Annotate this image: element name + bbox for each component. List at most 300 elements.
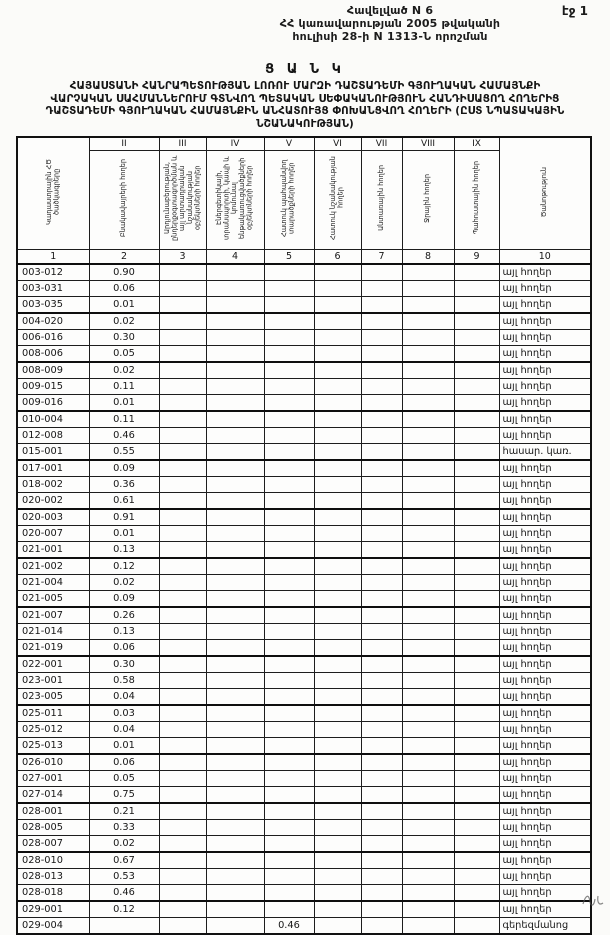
area-value-cell	[361, 754, 402, 771]
numeral-VI: VI	[314, 137, 361, 151]
area-value-cell	[361, 836, 402, 853]
area-value-cell	[206, 297, 264, 314]
area-value-cell: 0.26	[89, 607, 159, 624]
area-value-cell	[454, 281, 499, 297]
area-value-cell	[264, 624, 314, 640]
area-value-cell	[264, 509, 314, 526]
area-value-cell	[264, 738, 314, 755]
area-value-cell	[314, 493, 361, 510]
remark-cell: այլ հողեր	[499, 460, 591, 477]
remark-cell: այլ հողեր	[499, 542, 591, 559]
area-value-cell	[264, 673, 314, 689]
area-value-cell: 0.36	[89, 477, 159, 493]
remark-cell: այլ հողեր	[499, 640, 591, 657]
cadastral-code-cell: 015-001	[17, 444, 89, 461]
cadastral-code-cell: 025-011	[17, 705, 89, 722]
area-value-cell	[206, 362, 264, 379]
area-value-cell	[206, 689, 264, 706]
area-value-cell	[361, 885, 402, 902]
area-value-cell	[159, 820, 206, 836]
appendix-reference	[230, 4, 550, 43]
area-value-cell	[361, 722, 402, 738]
cadastral-code-cell: 025-013	[17, 738, 89, 755]
remark-cell: այլ հողեր	[499, 395, 591, 412]
area-value-cell: 0.05	[89, 771, 159, 787]
area-value-cell	[206, 656, 264, 673]
area-value-cell	[402, 526, 454, 542]
colnum-1: 1	[17, 250, 89, 265]
table-row	[17, 705, 591, 722]
area-value-cell	[314, 477, 361, 493]
cadastral-code-cell: 009-015	[17, 379, 89, 395]
area-value-cell	[454, 640, 499, 657]
area-value-cell	[314, 820, 361, 836]
cadastral-code-cell: 025-012	[17, 722, 89, 738]
area-value-cell: 0.46	[89, 885, 159, 902]
table-row	[17, 820, 591, 836]
area-value-cell	[206, 379, 264, 395]
remark-cell: այլ հողեր	[499, 656, 591, 673]
cadastral-code-cell: 020-007	[17, 526, 89, 542]
area-value-cell: 0.58	[89, 673, 159, 689]
area-value-cell	[361, 656, 402, 673]
area-value-cell	[206, 526, 264, 542]
title-line4: ՆՇԱՆԱԿՈՒԹՅԱՆ)	[256, 117, 354, 130]
area-value-cell: 0.02	[89, 836, 159, 853]
area-value-cell	[402, 901, 454, 918]
area-value-cell	[264, 313, 314, 330]
numeral-II: II	[89, 137, 159, 151]
area-value-cell	[454, 738, 499, 755]
area-value-cell	[264, 885, 314, 902]
cadastral-code-cell: 021-007	[17, 607, 89, 624]
area-value-cell	[206, 885, 264, 902]
area-value-cell	[206, 395, 264, 412]
area-value-cell	[314, 787, 361, 804]
area-value-cell	[361, 281, 402, 297]
area-value-cell: 0.06	[89, 281, 159, 297]
area-value-cell	[314, 313, 361, 330]
area-value-cell	[361, 705, 402, 722]
area-value-cell	[361, 460, 402, 477]
area-value-cell	[454, 509, 499, 526]
table-row	[17, 575, 591, 591]
area-value-cell	[206, 820, 264, 836]
area-value-cell	[454, 885, 499, 902]
area-value-cell	[159, 281, 206, 297]
area-value-cell	[402, 558, 454, 575]
colnum-9: 9	[454, 250, 499, 265]
area-value-cell: 0.13	[89, 542, 159, 559]
area-value-cell	[159, 901, 206, 918]
colnum-4: 4	[206, 250, 264, 265]
area-value-cell	[454, 771, 499, 787]
remark-cell: այլ հողեր	[499, 526, 591, 542]
colnum-10: 10	[499, 250, 591, 265]
area-value-cell	[206, 264, 264, 281]
title-line1: ՀԱՅԱՍՏԱՆԻ ՀԱՆՐԱՊԵՏՈՒԹՅԱՆ ԼՈՌՈՒ ՄԱՐԶԻ ԴԱՇՏԱԴԵՄԻ ԳՅՈՒՂԱԿԱՆ ՀԱՄԱՅՆՔԻ	[69, 80, 541, 92]
area-value-cell	[402, 656, 454, 673]
area-value-cell	[314, 591, 361, 608]
cadastral-code-cell: 028-013	[17, 869, 89, 885]
area-value-cell	[361, 313, 402, 330]
area-value-cell	[402, 379, 454, 395]
area-value-cell	[361, 738, 402, 755]
remark-cell: այլ հողեր	[499, 885, 591, 902]
area-value-cell	[454, 313, 499, 330]
colnum-7: 7	[361, 250, 402, 265]
area-value-cell	[361, 330, 402, 346]
area-value-cell	[159, 607, 206, 624]
area-value-cell	[402, 444, 454, 461]
table-row	[17, 738, 591, 755]
remark-cell: այլ հողեր	[499, 379, 591, 395]
area-value-cell	[264, 852, 314, 869]
area-value-cell	[159, 264, 206, 281]
area-value-cell	[206, 346, 264, 363]
area-value-cell	[314, 395, 361, 412]
table-row	[17, 297, 591, 314]
area-value-cell	[361, 395, 402, 412]
area-value-cell	[314, 624, 361, 640]
table-row	[17, 591, 591, 608]
area-value-cell	[361, 575, 402, 591]
area-value-cell	[454, 362, 499, 379]
area-value-cell	[402, 542, 454, 559]
area-value-cell	[454, 852, 499, 869]
area-value-cell	[402, 346, 454, 363]
cadastral-code-cell: 028-007	[17, 836, 89, 853]
area-value-cell	[314, 558, 361, 575]
page-number: էջ 1	[561, 4, 588, 18]
area-value-cell	[314, 526, 361, 542]
remark-cell: այլ հողեր	[499, 771, 591, 787]
area-value-cell	[361, 542, 402, 559]
cadastral-code-cell: 012-008	[17, 428, 89, 444]
area-value-cell	[361, 803, 402, 820]
area-value-cell	[361, 607, 402, 624]
area-value-cell	[264, 607, 314, 624]
area-value-cell	[402, 395, 454, 412]
colnum-5: 5	[264, 250, 314, 265]
numeral-VIII: VIII	[402, 137, 454, 151]
area-value-cell	[264, 656, 314, 673]
area-value-cell	[206, 640, 264, 657]
remark-cell: այլ հողեր	[499, 787, 591, 804]
area-value-cell: 0.04	[89, 722, 159, 738]
area-value-cell: 0.05	[89, 346, 159, 363]
area-value-cell	[454, 820, 499, 836]
cadastral-code-cell: 026-010	[17, 754, 89, 771]
remark-cell: այլ հողեր	[499, 477, 591, 493]
area-value-cell	[454, 297, 499, 314]
area-value-cell	[361, 591, 402, 608]
colnum-6: 6	[314, 250, 361, 265]
area-value-cell	[402, 297, 454, 314]
area-value-cell	[361, 852, 402, 869]
area-value-cell	[402, 820, 454, 836]
area-value-cell	[264, 264, 314, 281]
area-value-cell	[361, 558, 402, 575]
table-row	[17, 395, 591, 412]
area-value-cell: 0.90	[89, 264, 159, 281]
area-value-cell	[159, 869, 206, 885]
area-value-cell	[264, 771, 314, 787]
cadastral-code-cell: 021-014	[17, 624, 89, 640]
table-row	[17, 558, 591, 575]
area-value-cell	[264, 297, 314, 314]
area-value-cell	[454, 575, 499, 591]
area-value-cell	[159, 313, 206, 330]
area-value-cell	[264, 591, 314, 608]
cadastral-code-cell: 028-001	[17, 803, 89, 820]
area-value-cell	[361, 673, 402, 689]
header-industrial-lands: Արդյունաբերության, ընդերքօգտագործման և այլ արտադրական նշանակության օբյեկտների հողեր	[159, 151, 206, 250]
area-value-cell: 0.01	[89, 526, 159, 542]
area-value-cell	[159, 738, 206, 755]
table-row	[17, 379, 591, 395]
table-row	[17, 901, 591, 918]
table-row	[17, 803, 591, 820]
area-value-cell: 0.11	[89, 379, 159, 395]
area-value-cell	[361, 264, 402, 281]
cadastral-code-cell: 020-003	[17, 509, 89, 526]
area-value-cell	[264, 836, 314, 853]
remark-cell: այլ հողեր	[499, 722, 591, 738]
area-value-cell	[264, 428, 314, 444]
area-value-cell	[454, 346, 499, 363]
table-row	[17, 281, 591, 297]
area-value-cell: 0.21	[89, 803, 159, 820]
area-value-cell	[314, 722, 361, 738]
area-value-cell	[361, 640, 402, 657]
header-forest-lands: Անտառային հողեր	[361, 151, 402, 250]
table-row	[17, 264, 591, 281]
area-value-cell	[454, 428, 499, 444]
area-value-cell: 0.01	[89, 297, 159, 314]
area-value-cell	[264, 362, 314, 379]
area-value-cell	[314, 542, 361, 559]
area-value-cell	[314, 444, 361, 461]
remark-cell: այլ հողեր	[499, 705, 591, 722]
area-value-cell	[206, 624, 264, 640]
header-energy-transport-lands: Էներգետիկայի, տրանսպորտի, կապի և կոմունալ ենթակառուցվածքների օբյեկտների հողեր	[206, 151, 264, 250]
remarks-header	[499, 137, 591, 250]
table-row	[17, 607, 591, 624]
area-value-cell	[159, 526, 206, 542]
area-value-cell: 0.46	[264, 918, 314, 935]
remark-cell: այլ հողեր	[499, 264, 591, 281]
area-value-cell	[206, 509, 264, 526]
area-value-cell	[206, 673, 264, 689]
area-value-cell	[361, 869, 402, 885]
area-value-cell	[159, 803, 206, 820]
area-value-cell	[159, 297, 206, 314]
area-value-cell	[159, 493, 206, 510]
area-value-cell	[361, 379, 402, 395]
table-row	[17, 526, 591, 542]
area-value-cell	[454, 836, 499, 853]
remark-cell: այլ հողեր	[499, 738, 591, 755]
cadastral-code-cell: 021-002	[17, 558, 89, 575]
area-value-cell	[402, 281, 454, 297]
area-value-cell	[454, 542, 499, 559]
area-value-cell	[264, 460, 314, 477]
area-value-cell	[402, 722, 454, 738]
area-value-cell	[454, 722, 499, 738]
area-value-cell	[402, 591, 454, 608]
remark-cell: այլ հողեր	[499, 591, 591, 608]
area-value-cell	[454, 607, 499, 624]
area-value-cell	[402, 869, 454, 885]
area-value-cell	[264, 901, 314, 918]
area-value-cell: 0.55	[89, 444, 159, 461]
area-value-cell	[264, 330, 314, 346]
area-value-cell	[361, 297, 402, 314]
area-value-cell	[159, 787, 206, 804]
area-value-cell	[454, 411, 499, 428]
area-value-cell	[402, 836, 454, 853]
table-row	[17, 869, 591, 885]
area-value-cell	[314, 754, 361, 771]
table-row	[17, 656, 591, 673]
remark-cell: այլ հողեր	[499, 852, 591, 869]
area-value-cell: 0.06	[89, 754, 159, 771]
area-value-cell	[206, 428, 264, 444]
remark-cell: այլ հողեր	[499, 313, 591, 330]
area-value-cell	[314, 607, 361, 624]
area-value-cell	[206, 852, 264, 869]
area-value-cell	[314, 689, 361, 706]
area-value-cell	[454, 444, 499, 461]
area-value-cell	[454, 869, 499, 885]
area-value-cell	[402, 362, 454, 379]
area-value-cell	[159, 542, 206, 559]
area-value-cell	[314, 738, 361, 755]
area-value-cell	[206, 493, 264, 510]
area-value-cell: 0.01	[89, 738, 159, 755]
cadastral-code-cell: 021-004	[17, 575, 89, 591]
numeral-IX: IX	[454, 137, 499, 151]
area-value-cell	[454, 754, 499, 771]
area-value-cell	[264, 395, 314, 412]
appendix-line3: հուլիսի 28-ի N 1313-Ն որոշման	[292, 30, 488, 43]
remark-cell: այլ հողեր	[499, 428, 591, 444]
area-value-cell: 0.12	[89, 901, 159, 918]
area-value-cell	[402, 771, 454, 787]
area-value-cell: 0.61	[89, 493, 159, 510]
area-value-cell	[402, 624, 454, 640]
area-value-cell	[159, 771, 206, 787]
area-value-cell	[314, 575, 361, 591]
table-row	[17, 477, 591, 493]
area-value-cell	[402, 264, 454, 281]
area-value-cell	[159, 575, 206, 591]
area-value-cell	[454, 493, 499, 510]
area-value-cell	[454, 591, 499, 608]
area-value-cell	[264, 526, 314, 542]
area-value-cell	[264, 689, 314, 706]
area-value-cell	[402, 852, 454, 869]
area-value-cell	[454, 264, 499, 281]
area-value-cell	[314, 281, 361, 297]
cadastral-code-cell: 004-020	[17, 313, 89, 330]
area-value-cell	[314, 411, 361, 428]
remark-cell: այլ հողեր	[499, 362, 591, 379]
area-value-cell	[264, 346, 314, 363]
area-value-cell	[206, 722, 264, 738]
area-value-cell	[314, 803, 361, 820]
area-value-cell	[454, 656, 499, 673]
area-value-cell	[454, 689, 499, 706]
area-value-cell	[402, 477, 454, 493]
remark-cell: այլ հողեր	[499, 836, 591, 853]
area-value-cell	[159, 509, 206, 526]
cadastral-code-cell: 021-001	[17, 542, 89, 559]
area-value-cell: 0.04	[89, 689, 159, 706]
area-value-cell	[159, 673, 206, 689]
area-value-cell	[206, 444, 264, 461]
area-value-cell: 0.06	[89, 640, 159, 657]
area-value-cell	[206, 411, 264, 428]
colnum-2: 2	[89, 250, 159, 265]
area-value-cell	[314, 297, 361, 314]
area-value-cell	[159, 428, 206, 444]
table-row	[17, 689, 591, 706]
area-value-cell	[264, 787, 314, 804]
area-value-cell	[206, 281, 264, 297]
cadastral-code-cell: 009-016	[17, 395, 89, 412]
remarks-header-text: Ծանոթություն	[539, 166, 548, 218]
table-row	[17, 460, 591, 477]
remark-cell: այլ հողեր	[499, 297, 591, 314]
document-title	[0, 62, 610, 130]
area-value-cell	[159, 836, 206, 853]
appendix-line1: Հավելված N 6	[346, 4, 434, 17]
area-value-cell: 0.30	[89, 330, 159, 346]
title-caption: Ց Ա Ն Կ	[265, 62, 345, 77]
area-value-cell	[264, 477, 314, 493]
handwritten-mark	[580, 890, 606, 910]
area-value-cell	[454, 787, 499, 804]
area-value-cell	[159, 705, 206, 722]
area-value-cell	[361, 428, 402, 444]
area-value-cell	[454, 803, 499, 820]
remark-cell: այլ հողեր	[499, 689, 591, 706]
area-value-cell	[206, 771, 264, 787]
cadastral-code-cell: 003-031	[17, 281, 89, 297]
area-value-cell	[314, 460, 361, 477]
area-value-cell	[454, 460, 499, 477]
area-value-cell	[264, 705, 314, 722]
area-value-cell	[314, 836, 361, 853]
remark-cell: այլ հողեր	[499, 509, 591, 526]
area-value-cell	[159, 395, 206, 412]
cadastral-code-cell: 028-005	[17, 820, 89, 836]
header-settlement-lands: Բնակավայրերի հողեր	[89, 151, 159, 250]
area-value-cell	[402, 803, 454, 820]
area-value-cell	[264, 444, 314, 461]
area-value-cell	[206, 901, 264, 918]
cadastral-code-cell: 029-001	[17, 901, 89, 918]
table-row	[17, 624, 591, 640]
table-row	[17, 444, 591, 461]
remark-cell: այլ հողեր	[499, 754, 591, 771]
area-value-cell	[454, 624, 499, 640]
area-value-cell: 0.13	[89, 624, 159, 640]
area-value-cell	[454, 395, 499, 412]
area-value-cell	[314, 362, 361, 379]
